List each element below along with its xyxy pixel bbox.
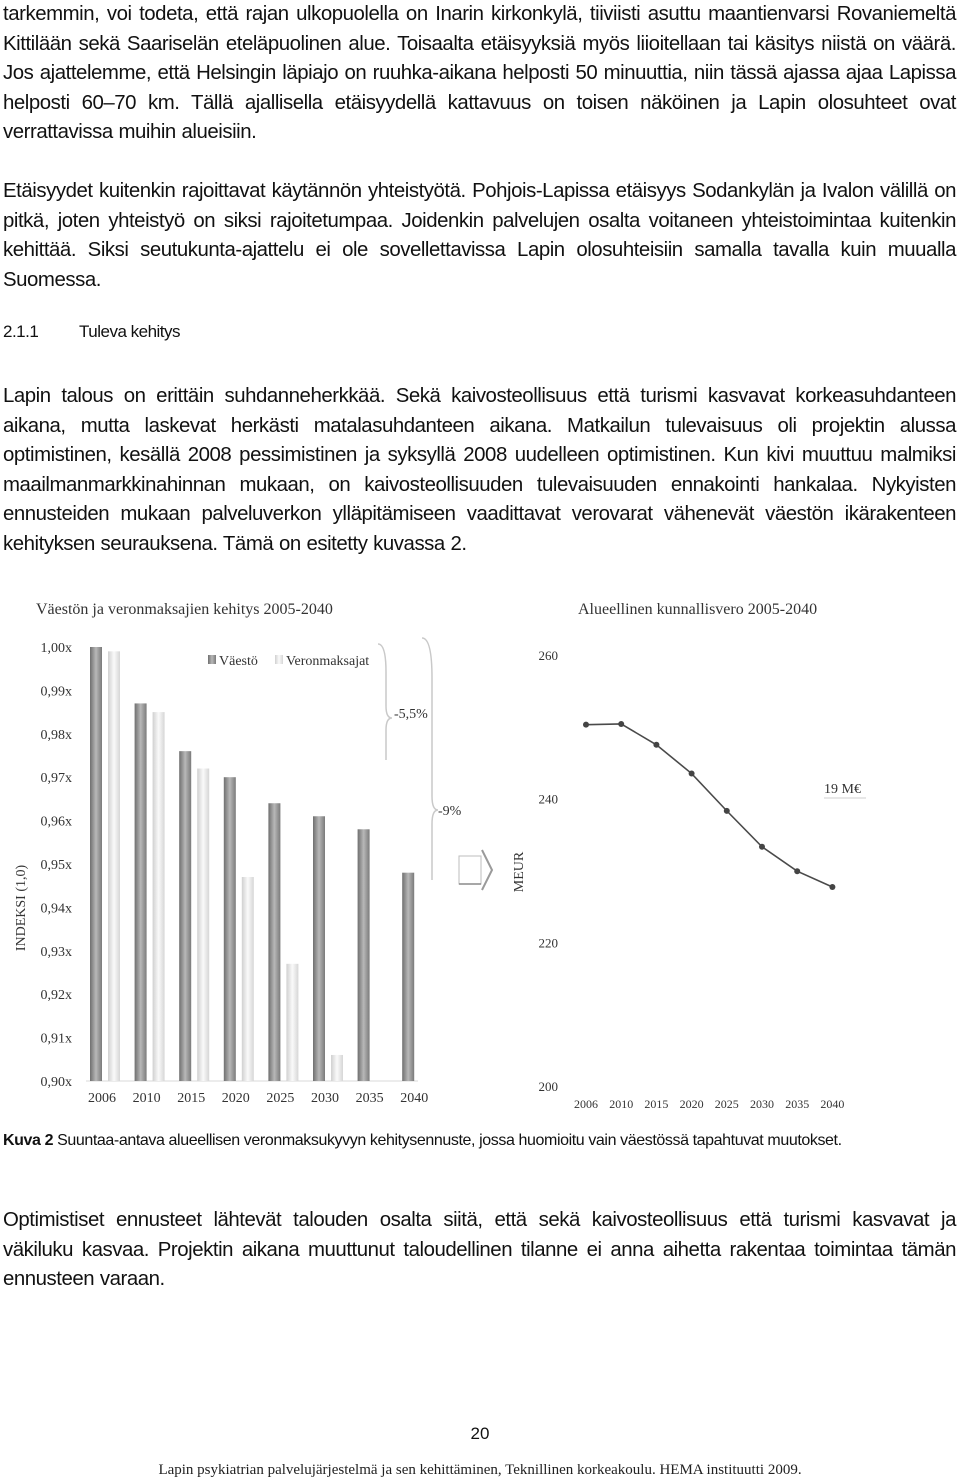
bar-x-tick-label: 2030	[311, 1091, 339, 1106]
line-y-tick-label: 200	[538, 1079, 558, 1094]
line-x-tick-label: 2030	[750, 1097, 774, 1111]
section-number: 2.1.1	[3, 322, 39, 341]
paragraph-distances: tarkemmin, voi todeta, että rajan ulkopuolella on Inarin kirkonkylä, tiiviisti asuttu maantienvarsi Rovaniemeltä Kittilään sekä Saariselän eteläpuolinen alue. Toisaalta etäisyyksiä myös liioitellaan tai käsitys niistä on väärä. Jos ajattelemme, että Helsingin läpiajo on ruuhka-aikana helposti 50 minuuttia, niin tässä ajassa ajaa Lapissa helposti 60–70 km. Tällä ajallisella etäisyydellä kattavuus on toisen näköinen ja Lapin olosuhteet ovat verrattavissa muihin alueisiin.	[3, 3, 956, 144]
transition-arrow-icon	[459, 850, 492, 890]
bar-chart-brackets	[378, 638, 438, 880]
bar-chart-title: Väestön ja veronmaksajien kehitys 2005-2040	[36, 601, 333, 618]
line-x-tick-label: 2015	[644, 1097, 669, 1111]
bar-x-tick-label: 2015	[177, 1091, 206, 1106]
line-annotation-loss: 19 M€	[824, 782, 861, 797]
line-x-tick-label: 2025	[714, 1097, 739, 1111]
legend-swatch-väestö	[208, 655, 216, 664]
legend-label-väestö: Väestö	[219, 654, 258, 669]
bar-annotation-population: -5,5%	[394, 707, 428, 722]
paragraph-optimistic: Optimistiset ennusteet lähtevät talouden osalta siitä, että sekä kaivosteollisuus että turismi kasvavat ja väkiluku kasvaa. Projektin aikana muuttunut taloudellinen tilanne ei anna aihetta rakentaa toimintaa tämän ennusteen varaan.	[3, 1209, 956, 1291]
bar-y-tick-label: 0,91x	[40, 1031, 72, 1047]
line-point-2040	[829, 884, 835, 890]
bar-veronmaksajat-2006	[108, 651, 120, 1081]
line-series-path	[586, 724, 832, 887]
page-number: 20	[470, 1424, 490, 1443]
bar-x-tick-label: 2020	[221, 1091, 250, 1106]
bar-väestö-2030	[313, 816, 325, 1081]
bar-chart-y-axis-label: INDEKSI (1,0)	[14, 864, 29, 952]
bar-x-tick-label: 2035	[355, 1091, 384, 1106]
bar-väestö-2020	[224, 777, 236, 1081]
bar-x-tick-label: 2025	[266, 1091, 295, 1106]
bar-veronmaksajat-2025	[286, 964, 298, 1081]
section-title: Tuleva kehitys	[79, 322, 181, 341]
bar-veronmaksajat-2030	[331, 1055, 343, 1081]
line-point-2030	[759, 844, 765, 850]
bar-annotation-taxpayers: -9%	[438, 804, 462, 819]
figure-caption-text: Suuntaa-antava alueellisen veronmaksukyvyn kehitysennuste, jossa huomioitu vain väestössä tapahtuvat muutokset.	[53, 1132, 842, 1149]
bar-chart	[14, 601, 462, 1106]
bar-väestö-2015	[179, 751, 191, 1081]
line-chart-y-axis-label: MEUR	[512, 851, 527, 893]
legend-label-veronmaksajat: Veronmaksajat	[286, 654, 370, 669]
bar-veronmaksajat-2010	[153, 712, 165, 1081]
bar-y-tick-label: 0,92x	[40, 988, 72, 1004]
figure-caption	[3, 1129, 903, 1152]
line-x-tick-label: 2010	[609, 1097, 634, 1111]
line-point-2010	[618, 721, 624, 727]
line-y-tick-label: 260	[538, 648, 558, 663]
bar-y-tick-label: 0,95x	[40, 858, 72, 873]
bar-y-tick-label: 0,94x	[40, 901, 72, 917]
bar-x-tick-label: 2040	[400, 1091, 429, 1106]
line-point-2035	[794, 868, 800, 874]
bar-väestö-2006	[90, 647, 102, 1081]
bar-y-tick-label: 0,99x	[40, 684, 72, 700]
bar-x-tick-label: 2006	[88, 1091, 116, 1106]
bar-veronmaksajat-2015	[197, 769, 209, 1081]
bar-x-tick-label: 2010	[132, 1091, 161, 1106]
bar-y-tick-label: 0,96x	[40, 814, 72, 830]
bar-y-tick-label: 0,98x	[40, 727, 72, 743]
line-x-tick-label: 2006	[574, 1097, 598, 1111]
line-y-tick-label: 220	[538, 935, 558, 951]
bar-y-tick-label: 0,93x	[40, 944, 72, 960]
line-x-tick-label: 2040	[820, 1097, 845, 1111]
bar-väestö-2035	[358, 829, 370, 1081]
figure-caption-label: Kuva 2	[3, 1132, 54, 1149]
line-y-tick-label: 240	[538, 791, 558, 807]
line-x-tick-label: 2035	[785, 1097, 810, 1111]
legend-swatch-veronmaksajat	[275, 655, 283, 664]
bar-veronmaksajat-2020	[242, 877, 254, 1081]
line-point-2015	[653, 742, 659, 748]
paragraph-economy: Lapin talous on erittäin suhdanneherkkää. Sekä kaivosteollisuus että turismi kasvavat korkeasuhdanteen aikana, mutta laskevat herkästi matalasuhdanteen aikana. Matkailun tulevaisuus oli projektin alussa optimistinen, kesällä 2008 pessimistinen ja syksyllä 2008 uudelleen optimistinen. Kun kivi muuttuu malmiksi maailmanmarkkinahinnan mukaan, on kaivosteollisuuden tulevaisuuden ennakointi hankalaa. Nykyisten ennusteiden mukaan palveluverkon ylläpitämiseen vaadittavat verovarat vähenevät väestön ikärakenteen kehityksen seurauksena. Tämä on esitetty kuvassa 2.	[3, 385, 956, 555]
bar-y-tick-label: 0,90x	[40, 1075, 72, 1090]
line-point-2025	[724, 808, 730, 814]
line-point-2006	[583, 722, 589, 728]
section-heading	[3, 322, 180, 342]
bar-väestö-2025	[268, 803, 280, 1081]
line-chart	[512, 601, 866, 1111]
bar-y-tick-label: 0,97x	[40, 771, 72, 787]
page-footer: Lapin psykiatrian palvelujärjestelmä ja sen kehittäminen, Teknillinen korkeakoulu. HEMA instituutti 2009.	[158, 1462, 802, 1478]
paragraph-cooperation: Etäisyydet kuitenkin rajoittavat käytännön yhteistyötä. Pohjois-Lapissa etäisyys Sodankylän ja Ivalon välillä on pitkä, joten yhteistyö on siksi rajoitetumpaa. Joidenkin palvelujen osalta voitaneen yhteistoimintaa kuitenkin kehittää. Siksi seutukunta-ajattelu ei ole sovellettavissa Lapin olosuhteisiin samalla tavalla kuin muualla Suomessa.	[3, 180, 956, 291]
line-point-2020	[689, 771, 695, 777]
line-x-tick-label: 2020	[679, 1097, 704, 1111]
figure-2	[0, 588, 960, 1123]
bar-väestö-2010	[135, 703, 147, 1081]
bar-y-tick-label: 1,00x	[40, 641, 72, 656]
bar-väestö-2040	[402, 873, 414, 1081]
line-chart-title: Alueellinen kunnallisvero 2005-2040	[578, 601, 818, 618]
